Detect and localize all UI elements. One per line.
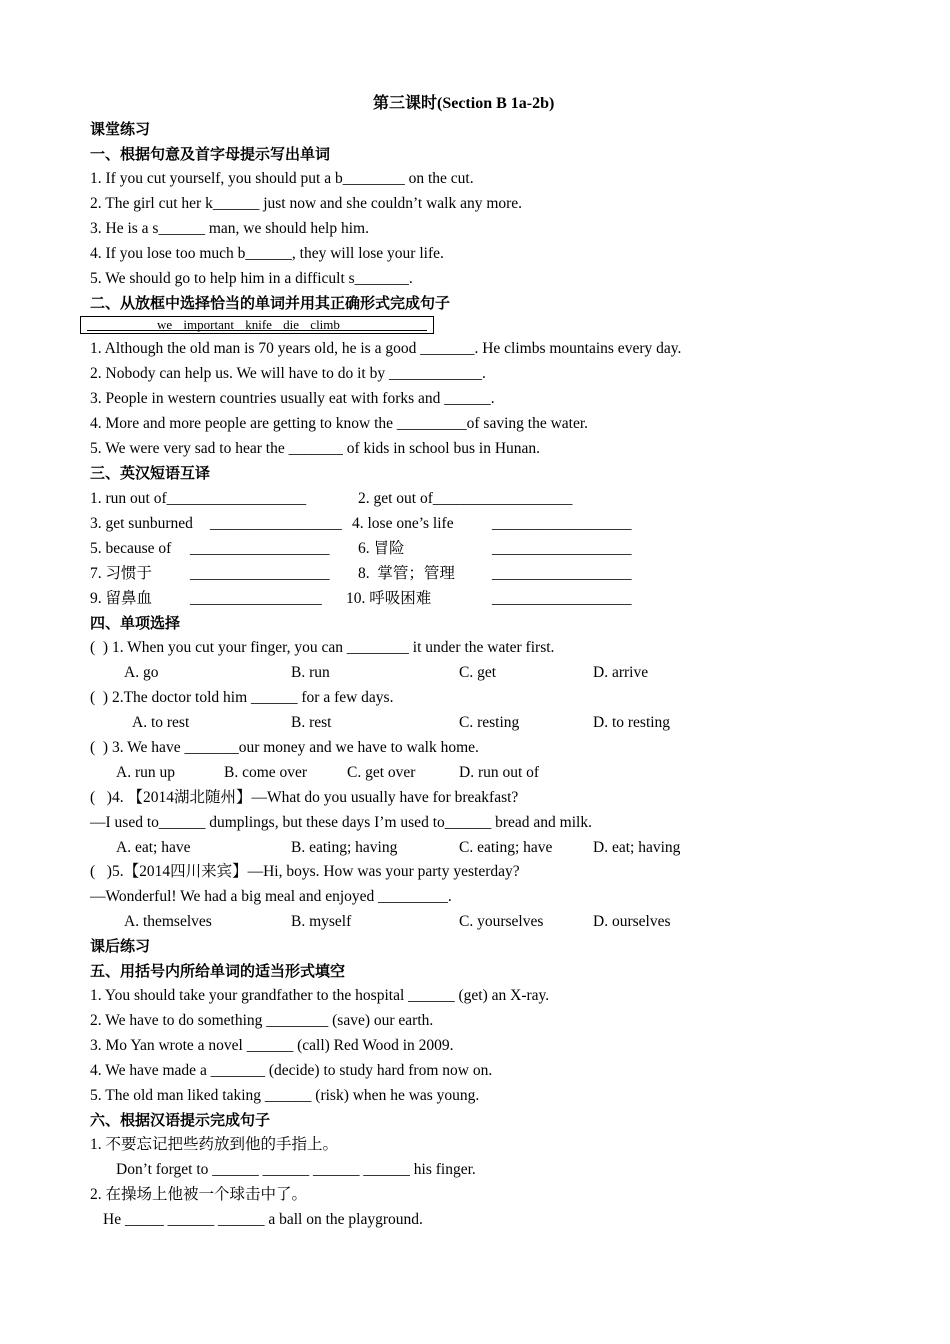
s3-phrase-10: 10. 呼吸困难: [346, 590, 432, 607]
s5-item-5: 5. The old man liked taking ______ (risk) when he was young.: [90, 1087, 480, 1104]
s6-q1-chinese: 1. 不要忘记把些药放到他的手指上。: [90, 1136, 339, 1153]
s5-item-4: 4. We have made a _______ (decide) to study hard from now on.: [90, 1062, 493, 1079]
s3-phrase-9: 9. 留鼻血: [90, 590, 153, 607]
s6-q2-chinese: 2. 在操场上他被一个球击中了。: [90, 1186, 308, 1203]
s4-q5-option-b: B. myself: [291, 913, 352, 930]
s1-item-3: 3. He is a s______ man, we should help him.: [90, 220, 369, 237]
s5-item-2: 2. We have to do something ________ (save) our earth.: [90, 1012, 434, 1029]
page-title: 第三课时(Section B 1a-2b): [373, 95, 555, 112]
s1-item-2: 2. The girl cut her k______ just now and she couldn’t walk any more.: [90, 195, 523, 212]
s6-q1-english: Don’t forget to ______ ______ ______ ______ his finger.: [116, 1161, 476, 1178]
s4-question-5: ( )5.【2014四川来宾】—Hi, boys. How was your party yesterday?: [90, 863, 520, 880]
s3-phrase-8: 8. 掌管；管理: [358, 565, 455, 582]
s2-item-1: 1. Although the old man is 70 years old, he is a good _______. He climbs mountains every day.: [90, 340, 682, 357]
s4-question-1: ( ) 1. When you cut your finger, you can ________ it under the water first.: [90, 639, 555, 656]
s3-blank-6: __________________: [492, 540, 632, 557]
s2-item-3: 3. People in western countries usually eat with forks and ______.: [90, 390, 495, 407]
s2-item-4: 4. More and more people are getting to know the _________of saving the water.: [90, 415, 589, 432]
s4-q5-option-c: C. yourselves: [459, 913, 544, 930]
s1-item-1: 1. If you cut yourself, you should put a b________ on the cut.: [90, 170, 474, 187]
section-4-heading: 四、单项选择: [90, 614, 181, 632]
s4-question-3: ( ) 3. We have _______our money and we have to walk home.: [90, 739, 479, 756]
s3-blank-9: _________________: [190, 590, 322, 607]
s3-blank-3: _________________: [210, 515, 342, 532]
s3-blank-5: __________________: [190, 540, 330, 557]
s3-phrase-7: 7. 习惯于: [90, 565, 153, 582]
s1-item-5: 5. We should go to help him in a difficult s_______.: [90, 270, 413, 287]
s5-item-3: 3. Mo Yan wrote a novel ______ (call) Red Wood in 2009.: [90, 1037, 454, 1054]
section-1-heading: 一、根据句意及首字母提示写出单词: [90, 145, 331, 163]
s4-q2-option-b: B. rest: [291, 714, 332, 731]
word-box: [80, 316, 434, 334]
s4-question-5-reply: —Wonderful! We had a big meal and enjoyed _________.: [90, 888, 452, 905]
s4-q2-option-d: D. to resting: [593, 714, 671, 731]
classroom-practice-label: 课堂练习: [90, 120, 151, 138]
s4-q4-option-b: B. eating; having: [291, 839, 398, 856]
s4-question-4: ( )4. 【2014湖北随州】—What do you usually have for breakfast?: [90, 789, 519, 806]
section-6-heading: 六、根据汉语提示完成句子: [90, 1111, 271, 1129]
s4-q2-option-a: A. to rest: [132, 714, 190, 731]
section-2-heading: 二、从放框中选择恰当的单词并用其正确形式完成句子: [90, 294, 451, 312]
s3-phrase-6: 6. 冒险: [358, 540, 405, 557]
s3-phrase-1: 1. run out of__________________: [90, 490, 307, 507]
s3-blank-10: __________________: [492, 590, 632, 607]
s3-phrase-3: 3. get sunburned: [90, 515, 193, 532]
s4-q1-option-a: A. go: [124, 664, 159, 681]
s4-q3-option-b: B. come over: [224, 764, 308, 781]
s3-phrase-2: 2. get out of__________________: [358, 490, 573, 507]
after-class-label: 课后练习: [90, 937, 151, 955]
section-3-heading: 三、英汉短语互译: [90, 464, 211, 482]
s4-q1-option-b: B. run: [291, 664, 330, 681]
s3-phrase-5: 5. because of: [90, 540, 172, 557]
s3-blank-8: __________________: [492, 565, 632, 582]
s3-phrase-4: 4. lose one’s life: [352, 515, 454, 532]
s4-q2-option-c: C. resting: [459, 714, 520, 731]
s4-question-2: ( ) 2.The doctor told him ______ for a few days.: [90, 689, 394, 706]
s6-q2-english: He _____ ______ ______ a ball on the playground.: [103, 1211, 423, 1228]
s2-item-5: 5. We were very sad to hear the _______ of kids in school bus in Hunan.: [90, 440, 541, 457]
section-5-heading: 五、用括号内所给单词的适当形式填空: [90, 962, 346, 980]
s4-question-4-reply: —I used to______ dumplings, but these days I’m used to______ bread and milk.: [90, 814, 592, 831]
s4-q4-option-a: A. eat; have: [116, 839, 191, 856]
s4-q4-option-c: C. eating; have: [459, 839, 553, 856]
s2-item-2: 2. Nobody can help us. We will have to do it by ____________.: [90, 365, 486, 382]
s4-q3-option-c: C. get over: [347, 764, 416, 781]
s4-q1-option-d: D. arrive: [593, 664, 649, 681]
s1-item-4: 4. If you lose too much b______, they will lose your life.: [90, 245, 444, 262]
s4-q1-option-c: C. get: [459, 664, 497, 681]
s4-q5-option-a: A. themselves: [124, 913, 212, 930]
s4-q5-option-d: D. ourselves: [593, 913, 671, 930]
s5-item-1: 1. You should take your grandfather to the hospital ______ (get) an X-ray.: [90, 987, 550, 1004]
s4-q3-option-d: D. run out of: [459, 764, 540, 781]
s4-q3-option-a: A. run up: [116, 764, 175, 781]
s3-blank-4: __________________: [492, 515, 632, 532]
s4-q4-option-d: D. eat; having: [593, 839, 681, 856]
s3-blank-7: __________________: [190, 565, 330, 582]
word-box-words: we important knife die climb: [157, 317, 340, 332]
